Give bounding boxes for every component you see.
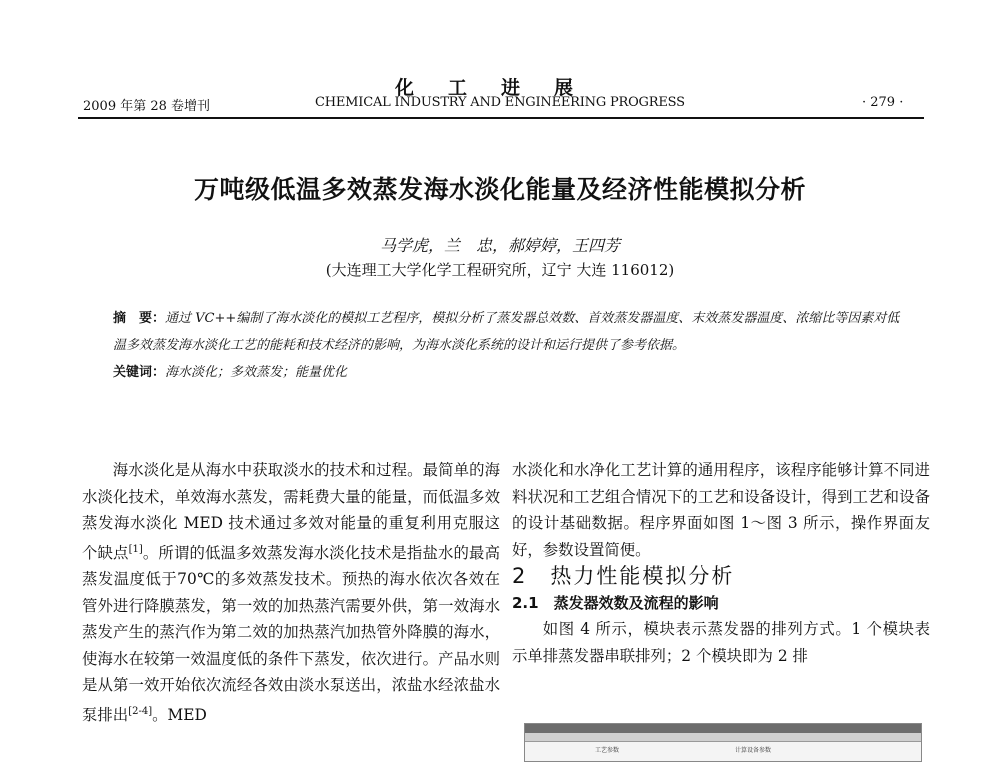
citation-1: [1] <box>128 543 143 555</box>
subsection-heading-2-1: 2.1 蒸发器效数及流程的影响 <box>512 593 719 612</box>
paragraph-modules: 如图 4 所示，模块表示蒸发器的排列方式。1 个模块表示单排蒸发器串联排列；2 个模块即为 2 排 <box>512 620 930 665</box>
keywords-label: 关键词： <box>113 365 166 380</box>
paragraph-intro <box>82 457 500 728</box>
journal-name-en: CHEMICAL INDUSTRY AND ENGINEERING PROGRESS <box>315 95 685 110</box>
body-column-left <box>82 457 500 728</box>
figure-label-process: 工艺参数 <box>595 747 620 754</box>
issue-info: 2009 年第 28 卷增刊 <box>83 99 211 114</box>
journal-name-cn: 化工进展 <box>395 77 608 99</box>
intro-text-a: 海水淡化是从海水中获取淡水的技术和过程。最简单的海水淡化技术，单效海水蒸发，需耗费大量的能量，而低温多效蒸发海水淡化 MED 技术通过多效对能量的重复利用克服这个缺点 <box>82 461 500 562</box>
abstract-label: 摘 要： <box>113 311 166 326</box>
figure-titlebar <box>525 724 921 733</box>
intro-text-c: 。MED <box>152 705 207 724</box>
paragraph-program: 水淡化和水净化工艺计算的通用程序，该程序能够计算不同进料状况和工艺组合情况下的工艺和设备设计，得到工艺和设备的设计基础数据。程序界面如图 1～图 3 所示，操作界面友好，参数设置简便。 <box>512 461 930 559</box>
abstract-text: 通过 VC++编制了海水淡化的模拟工艺程序，模拟分析了蒸发器总效数、首效蒸发器温度、末效蒸发器温度、浓缩比等因素对低温多效蒸发海水淡化工艺的能耗和技术经济的影响，为海水淡化系统的设计和运行提供了参考依据。 <box>113 311 900 353</box>
figure-body <box>525 742 921 761</box>
figure-program-screenshot <box>524 723 922 762</box>
author-list: 马学虎，兰 忠，郝婷婷，王四芳 <box>379 236 620 255</box>
keywords-text: 海水淡化；多效蒸发；能量优化 <box>165 365 348 380</box>
intro-text-b: 。所谓的低温多效蒸发海水淡化技术是指盐水的最高蒸发温度低于70℃的多效蒸发技术。预热的海水依次各效在管外进行降膜蒸发，第一效的加热蒸汽需要外供，第一效海水蒸发产生的蒸汽作为第二效的加热蒸汽加热管外降膜的海水，使海水在较第一效温度低的条件下蒸发，依次进行。产品水则是从第一效开始依次流经各效由淡水泵送出，浓盐水经浓盐水泵排出 <box>82 543 500 724</box>
paper-title: 万吨级低温多效蒸发海水淡化能量及经济性能模拟分析 <box>193 175 806 204</box>
section-heading-2: 2 热力性能模拟分析 <box>512 564 735 588</box>
page-number: · 279 · <box>862 95 904 110</box>
figure-toolbar <box>525 733 921 742</box>
body-column-right <box>512 457 930 669</box>
header-rule <box>78 117 924 119</box>
affiliation: (大连理工大学化学工程研究所，辽宁 大连 116012) <box>325 261 675 279</box>
figure-label-equipment: 计算设备参数 <box>735 747 772 754</box>
abstract-block <box>113 305 903 386</box>
citation-2-4: [2-4] <box>128 705 153 717</box>
